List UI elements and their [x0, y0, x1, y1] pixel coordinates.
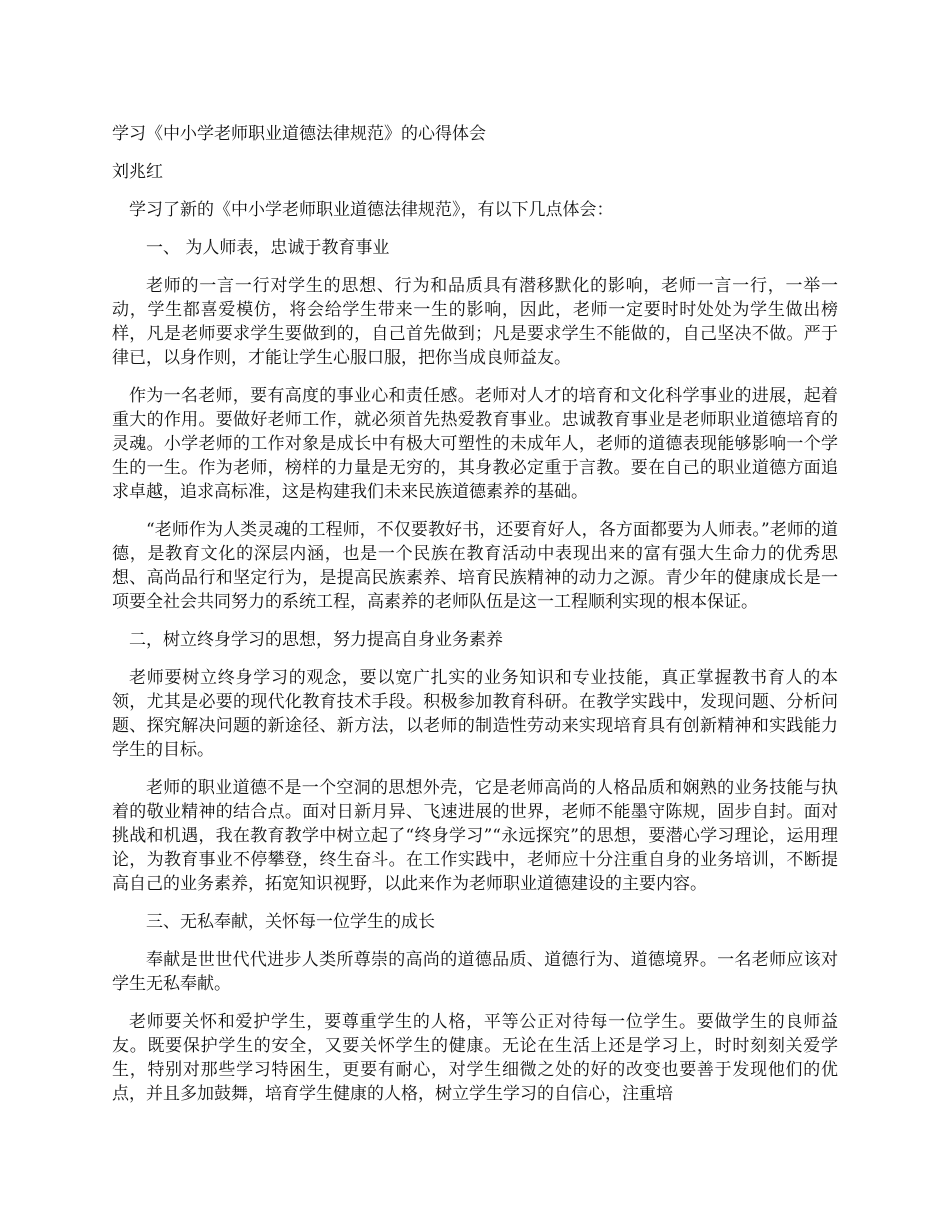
- section2-paragraph-2: 老师的职业道德不是一个空洞的思想外壳，它是老师高尚的人格品质和娴熟的业务技能与执着的敬业精神的结合点。面对日新月异、飞速进展的世界，老师不能墨守陈规，固步自封。面对挑战和机遇，我在教育教学中树立起了“终身学习”“永远探究”的思想，要潜心学习理论，运用理论，为教育事业不停攀登，终生奋斗。在工作实践中，老师应十分注重自身的业务培训，不断提高自己的业务素养，拓宽知识视野，以此来作为老师职业道德建设的主要内容。: [112, 778, 838, 894]
- section3-paragraph-2: 老师要关怀和爱护学生，要尊重学生的人格，平等公正对待每一位学生。要做学生的良师益友。既要保护学生的安全，又要关怀学生的健康。无论在生活上还是学习上，时时刻刻关爱学生，特别对那些学习特困生，更要有耐心，对学生细微之处的好的改变也要善于发现他们的优点，并且多加鼓舞，培育学生健康的人格，树立学生学习的自信心，注重培: [112, 1012, 838, 1104]
- intro-paragraph: 学习了新的《中小学老师职业道德法律规范》，有以下几点体会：: [129, 200, 614, 220]
- section1-paragraph-3: “老师作为人类灵魂的工程师，不仅要教好书，还要育好人，各方面都要为人师表。”老师的道德，是教育文化的深层内涵，也是一个民族在教育活动中表现出来的富有强大生命力的优秀思想、高尚品行和坚定行为，是提高民族素养、培育民族精神的动力之源。青少年的健康成长是一项要全社会共同努力的系统工程，高素养的老师队伍是这一工程顺利实现的根本保证。: [112, 520, 838, 612]
- section3-heading: 三、无私奉献，关怀每一位学生的成长: [146, 912, 435, 932]
- section2-heading: 二，树立终身学习的思想，努力提高自身业务素养: [129, 630, 503, 650]
- section1-paragraph-2: 作为一名老师，要有高度的事业心和责任感。老师对人才的培育和文化科学事业的进展，起着重大的作用。要做好老师工作，就必须首先热爱教育事业。忠诚教育事业是老师职业道德培育的灵魂。小学老师的工作对象是成长中有极大可塑性的未成年人，老师的道德表现能够影响一个学生的一生。作为老师，榜样的力量是无穷的，其身教必定重于言教。要在自己的职业道德方面追求卓越，追求高标准，这是构建我们未来民族道德素养的基础。: [112, 386, 838, 502]
- section2-paragraph-1: 老师要树立终身学习的观念，要以宽广扎实的业务知识和专业技能，真正掌握教书育人的本领，尤其是必要的现代化教育技术手段。积极参加教育科研。在教学实践中，发现问题、分析问题、探究解决问题的新途径、新方法，以老师的制造性劳动来实现培育具有创新精神和实践能力学生的目标。: [112, 668, 838, 760]
- document-title: 学习《中小学老师职业道德法律规范》的心得体会: [112, 124, 486, 144]
- section1-paragraph-1: 老师的一言一行对学生的思想、行为和品质具有潜移默化的影响，老师一言一行，一举一动，学生都喜爱模仿，将会给学生带来一生的影响，因此，老师一定要时时处处为学生做出榜样，凡是老师要求学生要做到的，自己首先做到；凡是要求学生不能做的，自己坚决不做。严于律已，以身作则，才能让学生心服口服，把你当成良师益友。: [112, 276, 838, 368]
- document-author: 刘兆红: [112, 162, 163, 182]
- section3-paragraph-1: 奉献是世世代代进步人类所尊崇的高尚的道德品质、道德行为、道德境界。一名老师应该对学生无私奉献。: [112, 950, 838, 994]
- section1-heading: 一、 为人师表，忠诚于教育事业: [146, 238, 390, 258]
